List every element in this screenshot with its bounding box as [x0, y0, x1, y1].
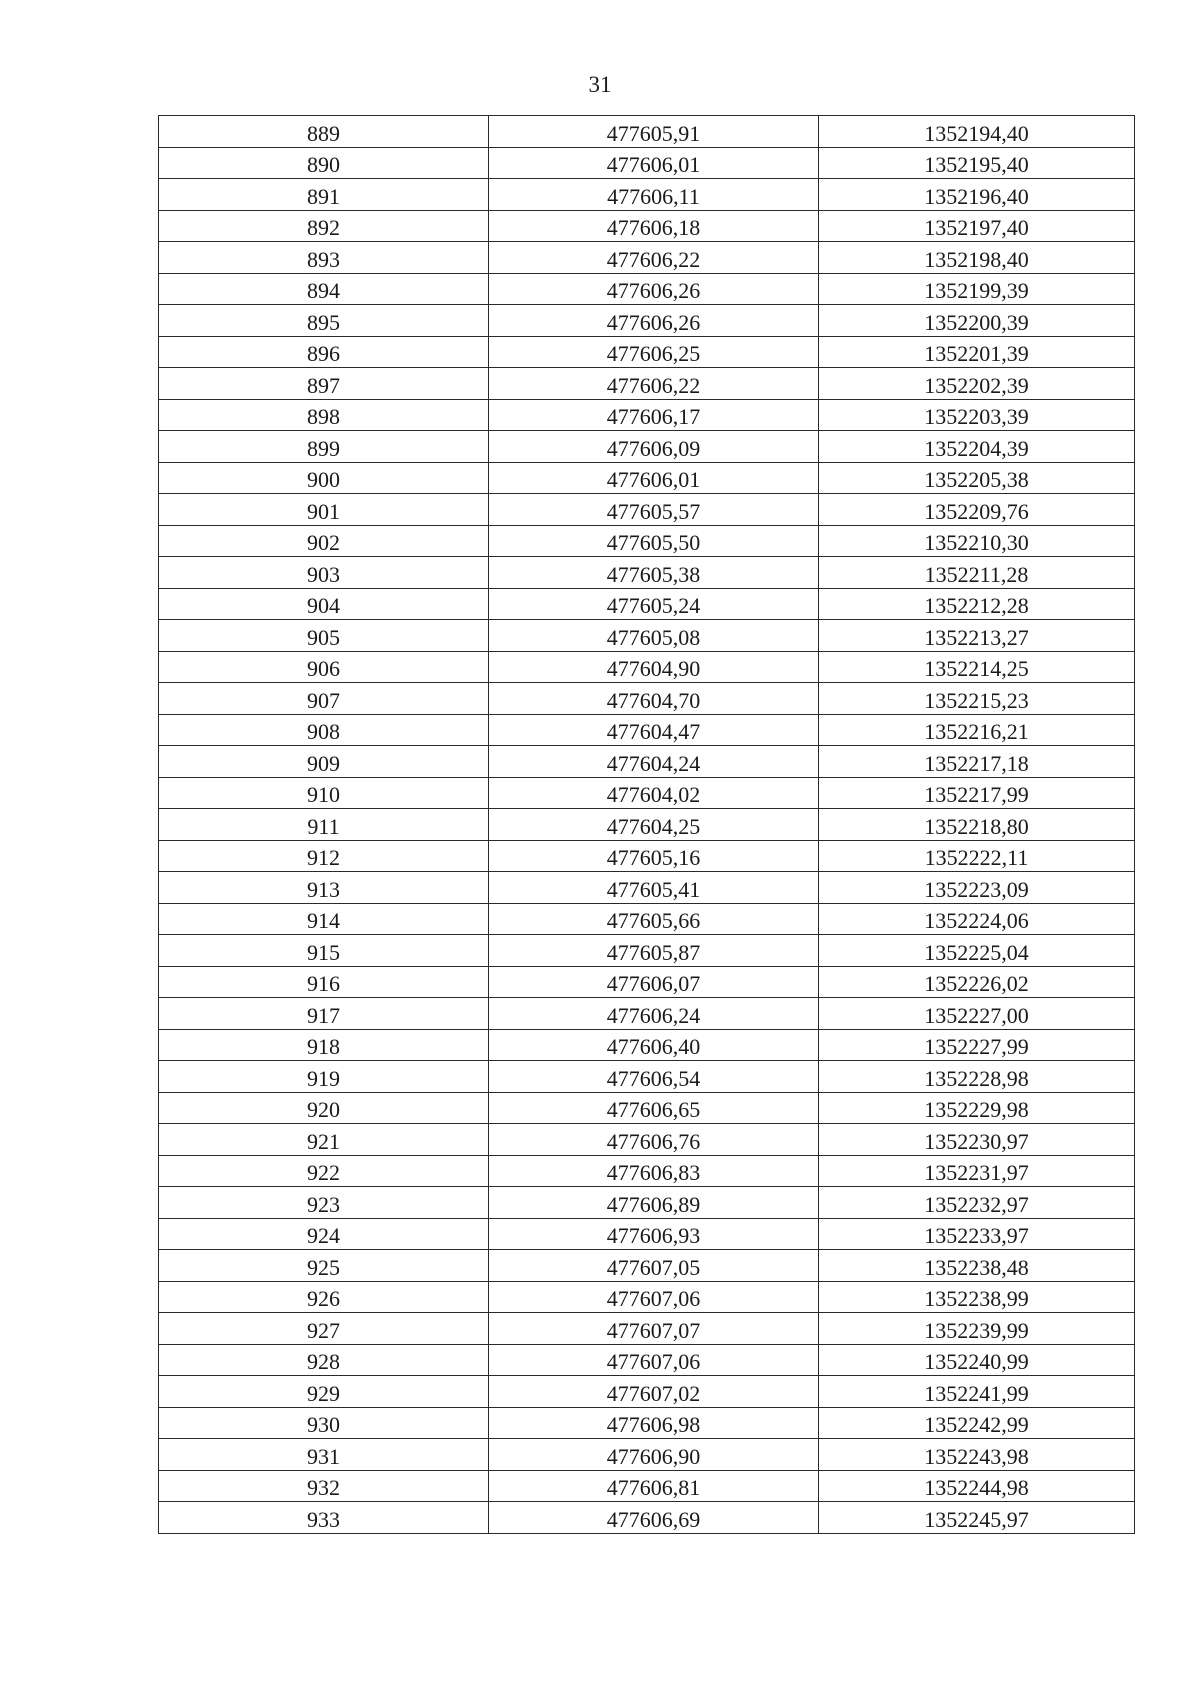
point-number-cell: 926	[159, 1281, 489, 1313]
x-coordinate-cell: 477606,17	[489, 399, 819, 431]
table-row	[159, 1124, 1135, 1156]
point-number-cell: 897	[159, 368, 489, 400]
y-coordinate-cell: 1352211,28	[819, 557, 1135, 589]
x-coordinate-cell: 477605,50	[489, 525, 819, 557]
x-coordinate-cell: 477607,05	[489, 1250, 819, 1282]
x-coordinate-cell: 477606,09	[489, 431, 819, 463]
point-number-cell: 917	[159, 998, 489, 1030]
y-coordinate-cell: 1352233,97	[819, 1218, 1135, 1250]
table-row	[159, 147, 1135, 179]
x-coordinate-cell: 477605,41	[489, 872, 819, 904]
x-coordinate-cell: 477606,76	[489, 1124, 819, 1156]
x-coordinate-cell: 477607,02	[489, 1376, 819, 1408]
table-row	[159, 179, 1135, 211]
x-coordinate-cell: 477606,69	[489, 1502, 819, 1534]
y-coordinate-cell: 1352195,40	[819, 147, 1135, 179]
table-row	[159, 840, 1135, 872]
table-row	[159, 1061, 1135, 1093]
table-row	[159, 872, 1135, 904]
table-row	[159, 1092, 1135, 1124]
y-coordinate-cell: 1352227,99	[819, 1029, 1135, 1061]
y-coordinate-cell: 1352196,40	[819, 179, 1135, 211]
table-row	[159, 368, 1135, 400]
x-coordinate-cell: 477606,40	[489, 1029, 819, 1061]
point-number-cell: 920	[159, 1092, 489, 1124]
table-row	[159, 336, 1135, 368]
y-coordinate-cell: 1352238,48	[819, 1250, 1135, 1282]
y-coordinate-cell: 1352212,28	[819, 588, 1135, 620]
y-coordinate-cell: 1352242,99	[819, 1407, 1135, 1439]
y-coordinate-cell: 1352197,40	[819, 210, 1135, 242]
x-coordinate-cell: 477604,24	[489, 746, 819, 778]
table-row	[159, 966, 1135, 998]
y-coordinate-cell: 1352228,98	[819, 1061, 1135, 1093]
point-number-cell: 904	[159, 588, 489, 620]
x-coordinate-cell: 477606,01	[489, 147, 819, 179]
table-row	[159, 1439, 1135, 1471]
y-coordinate-cell: 1352230,97	[819, 1124, 1135, 1156]
x-coordinate-cell: 477605,08	[489, 620, 819, 652]
point-number-cell: 913	[159, 872, 489, 904]
point-number-cell: 900	[159, 462, 489, 494]
table-row	[159, 116, 1135, 148]
page-number: 31	[588, 72, 612, 97]
y-coordinate-cell: 1352241,99	[819, 1376, 1135, 1408]
table-row	[159, 935, 1135, 967]
y-coordinate-cell: 1352213,27	[819, 620, 1135, 652]
x-coordinate-cell: 477606,25	[489, 336, 819, 368]
table-row	[159, 777, 1135, 809]
y-coordinate-cell: 1352222,11	[819, 840, 1135, 872]
table-row	[159, 683, 1135, 715]
x-coordinate-cell: 477606,89	[489, 1187, 819, 1219]
point-number-cell: 910	[159, 777, 489, 809]
table-row	[159, 998, 1135, 1030]
point-number-cell: 890	[159, 147, 489, 179]
table-row	[159, 1313, 1135, 1345]
point-number-cell: 918	[159, 1029, 489, 1061]
point-number-cell: 932	[159, 1470, 489, 1502]
x-coordinate-cell: 477604,70	[489, 683, 819, 715]
point-number-cell: 928	[159, 1344, 489, 1376]
x-coordinate-cell: 477607,06	[489, 1344, 819, 1376]
table-row	[159, 1029, 1135, 1061]
x-coordinate-cell: 477606,65	[489, 1092, 819, 1124]
table-row	[159, 809, 1135, 841]
table-row	[159, 1502, 1135, 1534]
y-coordinate-cell: 1352226,02	[819, 966, 1135, 998]
x-coordinate-cell: 477606,83	[489, 1155, 819, 1187]
table-row	[159, 620, 1135, 652]
x-coordinate-cell: 477606,24	[489, 998, 819, 1030]
table-row	[159, 903, 1135, 935]
point-number-cell: 912	[159, 840, 489, 872]
point-number-cell: 895	[159, 305, 489, 337]
y-coordinate-cell: 1352218,80	[819, 809, 1135, 841]
x-coordinate-cell: 477606,90	[489, 1439, 819, 1471]
point-number-cell: 901	[159, 494, 489, 526]
coordinates-table	[158, 115, 1135, 1534]
point-number-cell: 899	[159, 431, 489, 463]
table-row	[159, 651, 1135, 683]
x-coordinate-cell: 477605,16	[489, 840, 819, 872]
point-number-cell: 906	[159, 651, 489, 683]
x-coordinate-cell: 477606,18	[489, 210, 819, 242]
y-coordinate-cell: 1352244,98	[819, 1470, 1135, 1502]
y-coordinate-cell: 1352245,97	[819, 1502, 1135, 1534]
x-coordinate-cell: 477606,01	[489, 462, 819, 494]
y-coordinate-cell: 1352217,99	[819, 777, 1135, 809]
table-row	[159, 714, 1135, 746]
table-row	[159, 557, 1135, 589]
table-row	[159, 399, 1135, 431]
point-number-cell: 929	[159, 1376, 489, 1408]
x-coordinate-cell: 477605,24	[489, 588, 819, 620]
point-number-cell: 915	[159, 935, 489, 967]
point-number-cell: 891	[159, 179, 489, 211]
table-row	[159, 746, 1135, 778]
point-number-cell: 902	[159, 525, 489, 557]
x-coordinate-cell: 477606,22	[489, 368, 819, 400]
point-number-cell: 911	[159, 809, 489, 841]
y-coordinate-cell: 1352202,39	[819, 368, 1135, 400]
table-row	[159, 305, 1135, 337]
y-coordinate-cell: 1352238,99	[819, 1281, 1135, 1313]
x-coordinate-cell: 477605,57	[489, 494, 819, 526]
table-row	[159, 1470, 1135, 1502]
x-coordinate-cell: 477604,25	[489, 809, 819, 841]
y-coordinate-cell: 1352216,21	[819, 714, 1135, 746]
table-row	[159, 588, 1135, 620]
table-row	[159, 1344, 1135, 1376]
y-coordinate-cell: 1352240,99	[819, 1344, 1135, 1376]
point-number-cell: 903	[159, 557, 489, 589]
point-number-cell: 925	[159, 1250, 489, 1282]
x-coordinate-cell: 477606,54	[489, 1061, 819, 1093]
y-coordinate-cell: 1352217,18	[819, 746, 1135, 778]
x-coordinate-cell: 477607,06	[489, 1281, 819, 1313]
point-number-cell: 907	[159, 683, 489, 715]
y-coordinate-cell: 1352204,39	[819, 431, 1135, 463]
y-coordinate-cell: 1352243,98	[819, 1439, 1135, 1471]
table-row	[159, 1281, 1135, 1313]
point-number-cell: 931	[159, 1439, 489, 1471]
y-coordinate-cell: 1352198,40	[819, 242, 1135, 274]
point-number-cell: 933	[159, 1502, 489, 1534]
y-coordinate-cell: 1352199,39	[819, 273, 1135, 305]
table-row	[159, 1407, 1135, 1439]
x-coordinate-cell: 477605,91	[489, 116, 819, 148]
y-coordinate-cell: 1352203,39	[819, 399, 1135, 431]
table-row	[159, 1187, 1135, 1219]
point-number-cell: 893	[159, 242, 489, 274]
point-number-cell: 914	[159, 903, 489, 935]
y-coordinate-cell: 1352239,99	[819, 1313, 1135, 1345]
table-row	[159, 242, 1135, 274]
point-number-cell: 927	[159, 1313, 489, 1345]
table-row	[159, 273, 1135, 305]
point-number-cell: 898	[159, 399, 489, 431]
x-coordinate-cell: 477606,26	[489, 273, 819, 305]
table-row	[159, 1376, 1135, 1408]
y-coordinate-cell: 1352232,97	[819, 1187, 1135, 1219]
y-coordinate-cell: 1352227,00	[819, 998, 1135, 1030]
table-row	[159, 1218, 1135, 1250]
point-number-cell: 908	[159, 714, 489, 746]
point-number-cell: 924	[159, 1218, 489, 1250]
y-coordinate-cell: 1352201,39	[819, 336, 1135, 368]
x-coordinate-cell: 477606,22	[489, 242, 819, 274]
x-coordinate-cell: 477606,11	[489, 179, 819, 211]
x-coordinate-cell: 477606,93	[489, 1218, 819, 1250]
x-coordinate-cell: 477605,87	[489, 935, 819, 967]
table-row	[159, 210, 1135, 242]
point-number-cell: 921	[159, 1124, 489, 1156]
point-number-cell: 889	[159, 116, 489, 148]
point-number-cell: 919	[159, 1061, 489, 1093]
x-coordinate-cell: 477604,47	[489, 714, 819, 746]
y-coordinate-cell: 1352231,97	[819, 1155, 1135, 1187]
table-row	[159, 431, 1135, 463]
point-number-cell: 892	[159, 210, 489, 242]
y-coordinate-cell: 1352229,98	[819, 1092, 1135, 1124]
point-number-cell: 922	[159, 1155, 489, 1187]
table-row	[159, 525, 1135, 557]
point-number-cell: 923	[159, 1187, 489, 1219]
y-coordinate-cell: 1352225,04	[819, 935, 1135, 967]
y-coordinate-cell: 1352194,40	[819, 116, 1135, 148]
table-row	[159, 1155, 1135, 1187]
x-coordinate-cell: 477606,98	[489, 1407, 819, 1439]
point-number-cell: 905	[159, 620, 489, 652]
point-number-cell: 894	[159, 273, 489, 305]
table-row	[159, 1250, 1135, 1282]
y-coordinate-cell: 1352209,76	[819, 494, 1135, 526]
point-number-cell: 916	[159, 966, 489, 998]
y-coordinate-cell: 1352210,30	[819, 525, 1135, 557]
x-coordinate-cell: 477604,90	[489, 651, 819, 683]
x-coordinate-cell: 477606,26	[489, 305, 819, 337]
x-coordinate-cell: 477605,66	[489, 903, 819, 935]
y-coordinate-cell: 1352205,38	[819, 462, 1135, 494]
point-number-cell: 909	[159, 746, 489, 778]
point-number-cell: 930	[159, 1407, 489, 1439]
table-row	[159, 494, 1135, 526]
y-coordinate-cell: 1352215,23	[819, 683, 1135, 715]
x-coordinate-cell: 477607,07	[489, 1313, 819, 1345]
y-coordinate-cell: 1352223,09	[819, 872, 1135, 904]
y-coordinate-cell: 1352214,25	[819, 651, 1135, 683]
x-coordinate-cell: 477605,38	[489, 557, 819, 589]
table-row	[159, 462, 1135, 494]
y-coordinate-cell: 1352200,39	[819, 305, 1135, 337]
point-number-cell: 896	[159, 336, 489, 368]
coordinates-table-body	[159, 116, 1135, 1534]
x-coordinate-cell: 477604,02	[489, 777, 819, 809]
x-coordinate-cell: 477606,07	[489, 966, 819, 998]
x-coordinate-cell: 477606,81	[489, 1470, 819, 1502]
y-coordinate-cell: 1352224,06	[819, 903, 1135, 935]
